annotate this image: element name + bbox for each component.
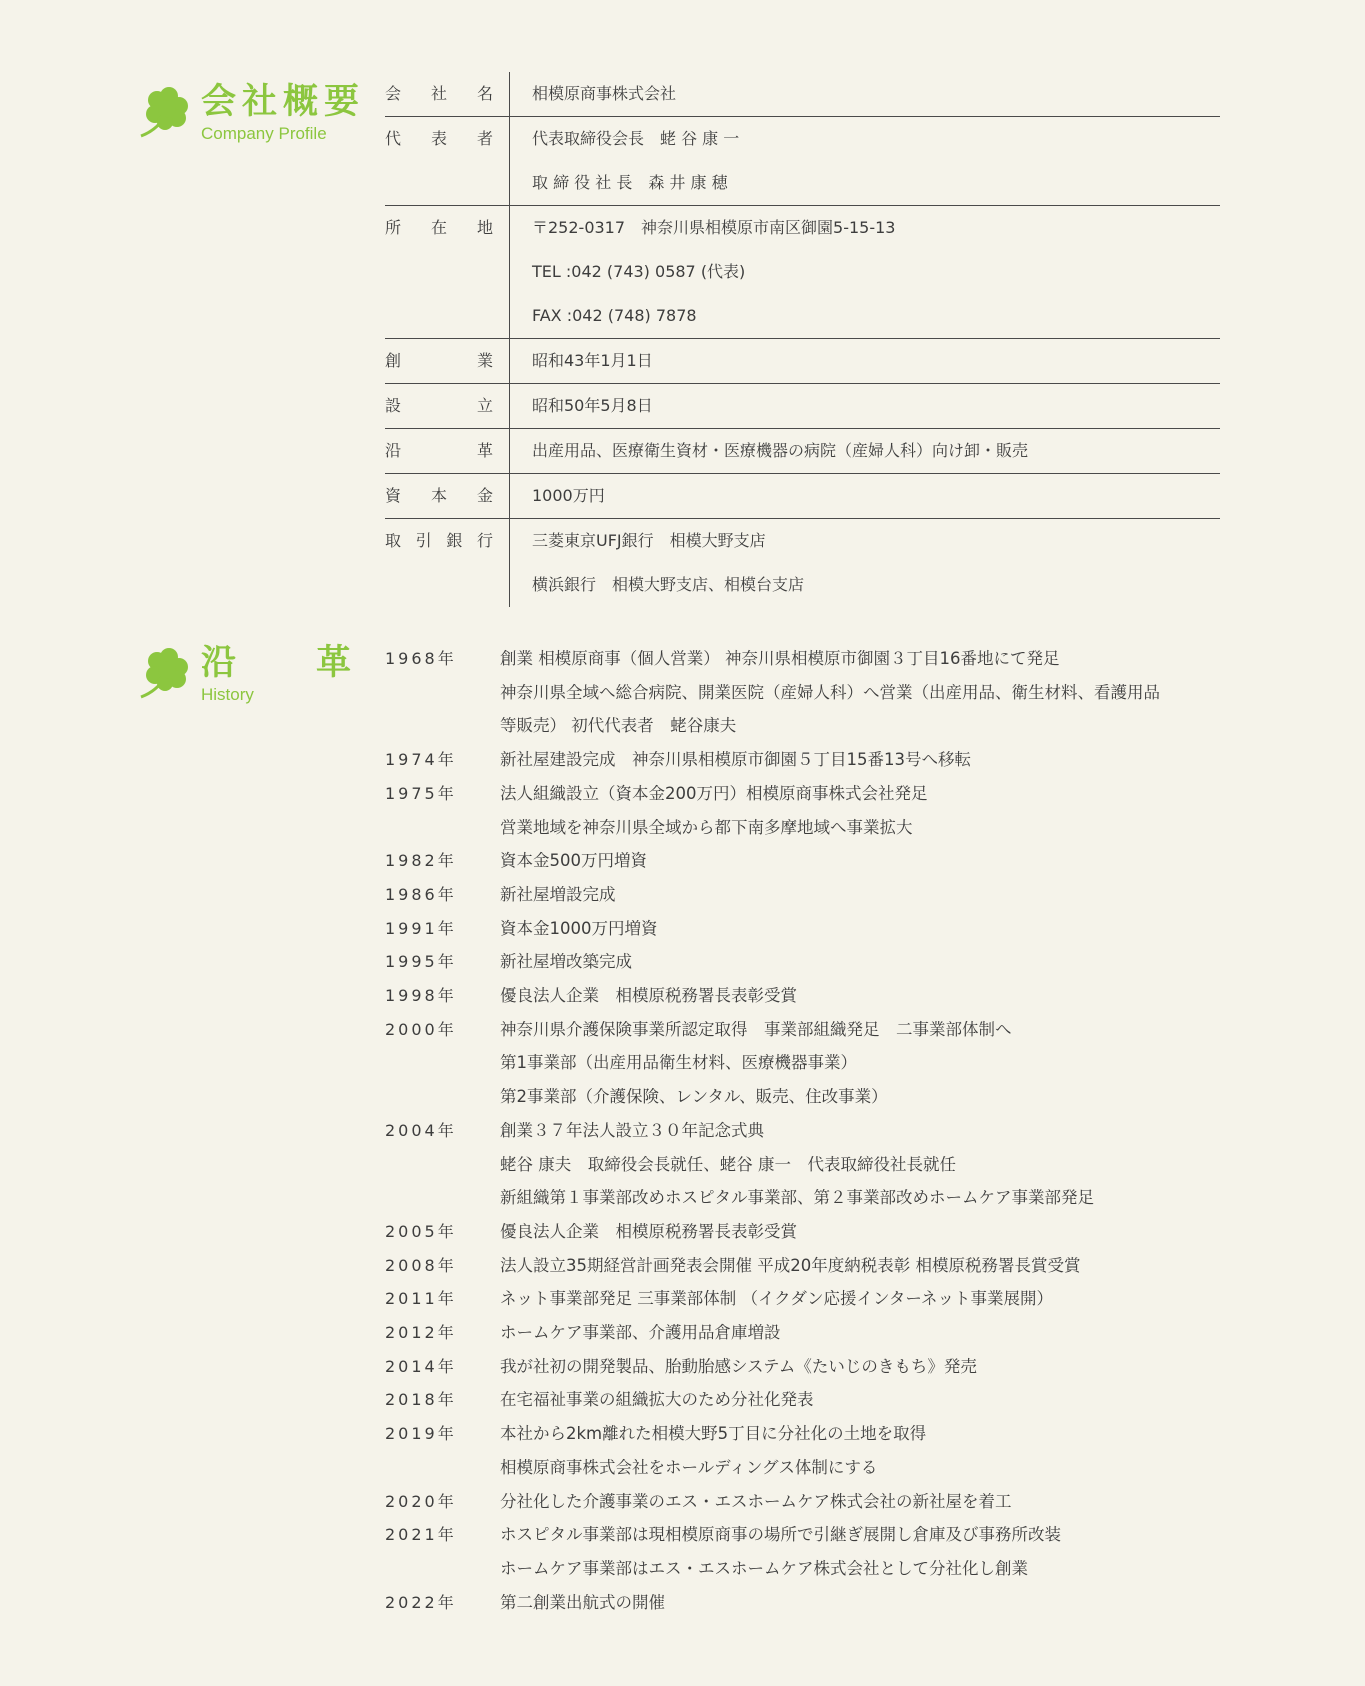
history-list	[385, 642, 1215, 1619]
history-line: 法人組織設立（資本金200万円）相模原商事株式会社発足	[500, 783, 928, 803]
profile-row-values	[510, 206, 895, 338]
profile-row-values	[510, 519, 804, 607]
profile-label-char: 立	[476, 396, 493, 415]
history-year: 2008年	[385, 1255, 457, 1275]
profile-row-label	[385, 339, 510, 383]
history-description	[500, 878, 1215, 912]
history-entry	[385, 945, 1215, 979]
history-entry	[385, 777, 1215, 844]
history-year: 2018年	[385, 1390, 457, 1410]
history-line: 法人設立35期経営計画発表会開催 平成20年度納税表彰 相模原税務署長賞受賞	[500, 1255, 1081, 1275]
history-description	[500, 777, 1215, 844]
profile-row	[385, 72, 1220, 117]
history-year: 2000年	[385, 1019, 457, 1039]
history-year: 2004年	[385, 1120, 457, 1140]
history-description	[500, 1249, 1215, 1283]
history-entry	[385, 743, 1215, 777]
profile-label-char: 代	[385, 129, 402, 148]
profile-title-jp: 会社概要	[201, 82, 366, 122]
history-line: 神奈川県全域へ総合病院、開業医院（産婦人科）へ営業（出産用品、衛生材料、看護用品	[500, 682, 1160, 702]
history-description	[500, 1114, 1215, 1215]
history-year: 1974年	[385, 750, 457, 770]
history-year: 1995年	[385, 952, 457, 972]
history-description	[500, 1586, 1215, 1620]
history-line: ネット事業部発足 三事業部体制 （イクダン応援インターネット事業展開）	[500, 1289, 1054, 1309]
history-line: 神奈川県介護保険事業所認定取得 事業部組織発足 二事業部体制へ	[500, 1019, 1012, 1039]
profile-row	[385, 117, 1220, 206]
history-line: 新組織第１事業部改めホスピタル事業部、第２事業部改めホームケア事業部発足	[500, 1188, 1094, 1208]
history-description	[500, 844, 1215, 878]
history-line: 第二創業出航式の開催	[500, 1592, 665, 1612]
history-heading	[135, 643, 351, 705]
history-description	[500, 1215, 1215, 1249]
history-description	[500, 1282, 1215, 1316]
history-year: 1975年	[385, 783, 457, 803]
profile-row-values	[510, 117, 739, 205]
profile-row	[385, 519, 1220, 607]
profile-value: 代表取締役会長 蛯 谷 康 一	[532, 129, 740, 148]
profile-label-char: 創	[385, 351, 402, 370]
history-description	[500, 1316, 1215, 1350]
history-description	[500, 1383, 1215, 1417]
history-description	[500, 1518, 1215, 1585]
history-entry	[385, 642, 1215, 743]
history-line: 新社屋建設完成 神奈川県相模原市御園５丁目15番13号へ移転	[500, 750, 971, 770]
history-description	[500, 979, 1215, 1013]
history-entry	[385, 844, 1215, 878]
history-line: 第1事業部（出産用品衛生材料、医療機器事業）	[500, 1053, 857, 1073]
history-line: 蛯谷 康夫 取締役会長就任、蛯谷 康一 代表取締役社長就任	[500, 1154, 956, 1174]
history-entry	[385, 1249, 1215, 1283]
profile-value: FAX :042 (748) 7878	[532, 306, 697, 325]
profile-value: 1000万円	[532, 486, 605, 505]
history-entry	[385, 1350, 1215, 1384]
history-line: 等販売） 初代代表者 蛯谷康夫	[500, 716, 737, 736]
history-title-char: 沿	[201, 643, 237, 683]
history-entry	[385, 1215, 1215, 1249]
history-entry	[385, 1282, 1215, 1316]
profile-value: 横浜銀行 相模大野支店、相模台支店	[532, 575, 805, 594]
history-year: 2014年	[385, 1356, 457, 1376]
profile-title-en: Company Profile	[201, 124, 327, 143]
profile-label-char: 設	[385, 396, 402, 415]
history-year: 2021年	[385, 1525, 457, 1545]
clover-icon	[135, 643, 197, 705]
history-line: 創業３７年法人設立３０年記念式典	[500, 1120, 764, 1140]
profile-row-label	[385, 519, 510, 607]
profile-row-label	[385, 384, 510, 428]
history-entry	[385, 1316, 1215, 1350]
profile-row-values	[510, 72, 676, 116]
history-title-char: 革	[315, 643, 351, 683]
profile-label-char: 本	[430, 486, 447, 505]
history-description	[500, 1350, 1215, 1384]
history-description	[500, 1417, 1215, 1484]
history-line: ホームケア事業部はエス・エスホームケア株式会社として分社化し創業	[500, 1558, 1028, 1578]
profile-value: 取 締 役 社 長 森 井 康 穂	[532, 173, 728, 192]
profile-label-char: 所	[385, 218, 402, 237]
history-year: 1991年	[385, 918, 457, 938]
history-description	[500, 912, 1215, 946]
profile-label-char: 革	[476, 441, 493, 460]
history-entry	[385, 1518, 1215, 1585]
history-line: 創業 相模原商事（個人営業） 神奈川県相模原市御園３丁目16番地にて発足	[500, 649, 1060, 668]
history-line: ホスピタル事業部は現相模原商事の場所で引継ぎ展開し倉庫及び事務所改装	[500, 1525, 1061, 1545]
history-entry	[385, 878, 1215, 912]
profile-label-char: 銀	[446, 531, 463, 550]
history-line: 優良法人企業 相模原税務署長表彰受賞	[500, 1221, 797, 1241]
profile-label-char: 者	[476, 129, 493, 148]
profile-row	[385, 206, 1220, 339]
history-year: 1986年	[385, 884, 457, 904]
history-entry	[385, 1013, 1215, 1114]
history-title-jp	[201, 643, 351, 683]
profile-label-char: 社	[430, 84, 447, 103]
history-line: 資本金500万円増資	[500, 851, 647, 871]
profile-row	[385, 384, 1220, 429]
profile-value: 三菱東京UFJ銀行 相模大野支店	[532, 531, 766, 550]
profile-label-char: 沿	[385, 441, 402, 460]
profile-value: 昭和43年1月1日	[532, 351, 653, 370]
profile-row-values	[510, 429, 1028, 473]
profile-row-label	[385, 117, 510, 205]
history-year: 2022年	[385, 1592, 457, 1612]
history-year: 1998年	[385, 986, 457, 1006]
history-line: 営業地域を神奈川県全域から都下南多摩地域へ事業拡大	[500, 817, 913, 837]
profile-label-char: 在	[430, 218, 447, 237]
profile-row-label	[385, 72, 510, 116]
history-year: 2019年	[385, 1424, 457, 1444]
profile-value: 昭和50年5月8日	[532, 396, 653, 415]
history-year: 1982年	[385, 851, 457, 871]
profile-label-char: 取	[385, 531, 402, 550]
history-line: 我が社初の開発製品、胎動胎感システム《たいじのきもち》発売	[500, 1356, 977, 1376]
history-description	[500, 1013, 1215, 1114]
profile-row-label	[385, 206, 510, 338]
profile-label-char: 地	[476, 218, 493, 237]
history-description	[500, 945, 1215, 979]
clover-icon	[135, 82, 197, 144]
profile-row-values	[510, 384, 653, 428]
profile-row	[385, 474, 1220, 519]
profile-label-char: 引	[415, 531, 432, 550]
profile-value: 相模原商事株式会社	[532, 84, 677, 103]
history-line: 資本金1000万円増資	[500, 918, 658, 938]
profile-label-char: 名	[476, 84, 493, 103]
profile-row-label	[385, 429, 510, 473]
history-line: 第2事業部（介護保険、レンタル、販売、住改事業）	[500, 1087, 888, 1107]
history-year: 2011年	[385, 1289, 457, 1309]
history-description	[500, 743, 1215, 777]
history-year: 2005年	[385, 1221, 457, 1241]
profile-label-char: 資	[385, 486, 402, 505]
history-line: 優良法人企業 相模原税務署長表彰受賞	[500, 986, 797, 1006]
profile-label-char: 業	[476, 351, 493, 370]
company-profile-table	[385, 72, 1220, 607]
history-line: 相模原商事株式会社をホールディングス体制にする	[500, 1457, 878, 1477]
profile-row-values	[510, 474, 605, 518]
profile-row	[385, 429, 1220, 474]
history-entry	[385, 1586, 1215, 1620]
history-entry	[385, 1383, 1215, 1417]
profile-label-char: 会	[385, 84, 402, 103]
profile-label-char: 表	[430, 129, 447, 148]
history-entry	[385, 1417, 1215, 1484]
history-line: 本社から2km離れた相模大野5丁目に分社化の土地を取得	[500, 1424, 927, 1444]
history-entry	[385, 1114, 1215, 1215]
profile-value: 出産用品、医療衛生資材・医療機器の病院（産婦人科）向け卸・販売	[532, 441, 1029, 460]
history-year: 2012年	[385, 1323, 457, 1343]
history-line: 在宅福祉事業の組織拡大のため分社化発表	[500, 1390, 814, 1410]
history-description	[500, 642, 1215, 743]
history-entry	[385, 912, 1215, 946]
history-line: 分社化した介護事業のエス・エスホームケア株式会社の新社屋を着工	[500, 1491, 1012, 1511]
history-year: 1968年	[385, 649, 457, 668]
history-entry	[385, 1485, 1215, 1519]
profile-row-label	[385, 474, 510, 518]
history-entry	[385, 979, 1215, 1013]
profile-label-char: 行	[476, 531, 493, 550]
history-line: 新社屋増設完成	[500, 884, 616, 904]
history-description	[500, 1485, 1215, 1519]
company-profile-heading	[135, 82, 365, 144]
history-year: 2020年	[385, 1491, 457, 1511]
history-line: ホームケア事業部、介護用品倉庫増設	[500, 1323, 781, 1343]
profile-row-values	[510, 339, 653, 383]
profile-value: TEL :042 (743) 0587 (代表)	[532, 262, 746, 281]
profile-label-char: 金	[476, 486, 493, 505]
profile-row	[385, 339, 1220, 384]
history-line: 新社屋増改築完成	[500, 952, 632, 972]
history-title-en: History	[201, 685, 254, 704]
profile-value: 〒252-0317 神奈川県相模原市南区御園5-15-13	[532, 218, 896, 237]
